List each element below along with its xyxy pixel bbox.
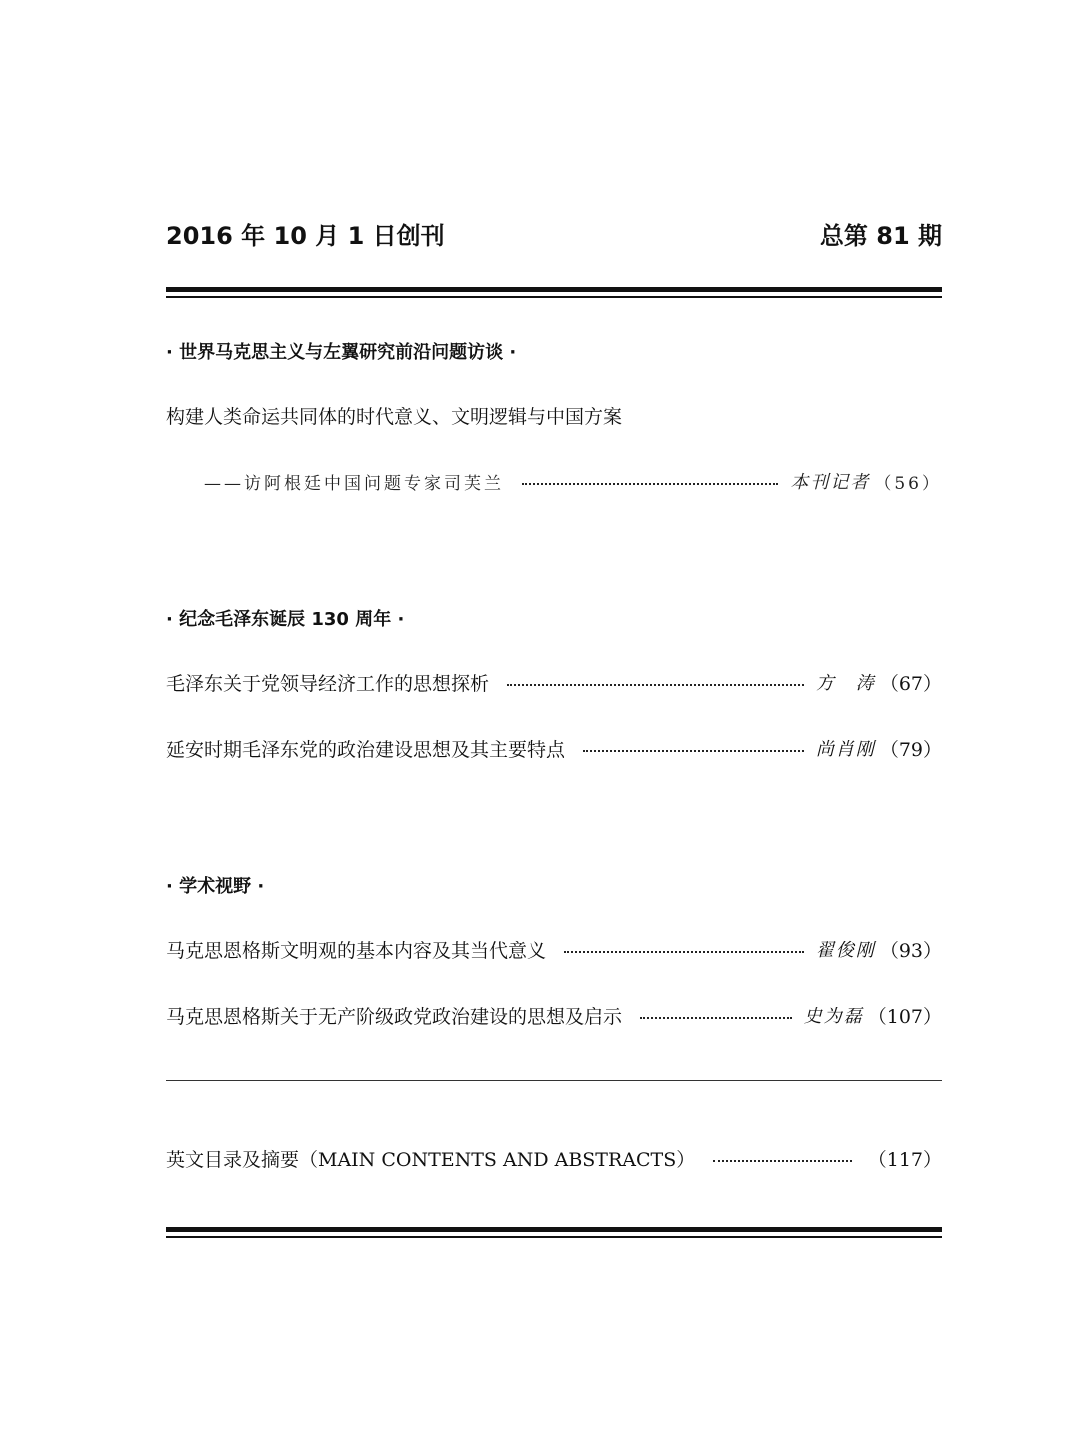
bottom-rule-thick (166, 1227, 942, 1232)
section-heading-mao-anniversary: · 纪念毛泽东诞辰 130 周年 · (166, 609, 405, 630)
bottom-rule-thin (166, 1236, 942, 1238)
toc-entry[interactable] (166, 934, 942, 964)
article-author: 翟俊刚 (815, 940, 876, 961)
article-author: 本刊记者 (790, 472, 871, 493)
toc-entry[interactable] (166, 1000, 942, 1030)
article-title: 毛泽东关于党领导经济工作的思想探析 (166, 672, 490, 695)
toc-entry[interactable] (166, 733, 942, 763)
top-rule-thick (166, 287, 942, 292)
journal-header (166, 216, 942, 256)
article-subtitle: ——访阿根廷中国问题专家司芙兰 (204, 473, 504, 494)
article-title: 延安时期毛泽东党的政治建设思想及其主要特点 (166, 738, 566, 761)
founding-date: 2016 年 10 月 1 日创刊 (166, 222, 445, 250)
dot-leader (522, 483, 778, 485)
article-title: 马克思恩格斯关于无产阶级政党政治建设的思想及启示 (166, 1005, 623, 1028)
section-heading-academic: · 学术视野 · (166, 876, 265, 897)
issue-number: 总第 81 期 (819, 222, 942, 250)
toc-entry-title[interactable] (166, 400, 942, 430)
dot-leader (507, 684, 804, 686)
english-contents-title: 英文目录及摘要（MAIN CONTENTS AND ABSTRACTS） (166, 1148, 696, 1171)
section-heading-interviews: · 世界马克思主义与左翼研究前沿问题访谈 · (166, 342, 517, 363)
dot-leader (564, 951, 804, 953)
article-author: 方 涛 (815, 673, 876, 694)
dot-leader (713, 1160, 852, 1162)
dot-leader (583, 750, 804, 752)
article-page: （67） (879, 672, 942, 695)
dot-leader (640, 1017, 792, 1019)
toc-entry-subtitle[interactable] (166, 466, 942, 496)
article-title: 马克思恩格斯文明观的基本内容及其当代意义 (166, 939, 547, 962)
article-page: （117） (867, 1148, 942, 1171)
section-divider (166, 1080, 942, 1081)
toc-entry-english-contents[interactable] (166, 1143, 942, 1173)
article-author: 史为磊 (803, 1006, 864, 1027)
article-page: （79） (879, 738, 942, 761)
article-page: （107） (867, 1005, 942, 1028)
article-title: 构建人类命运共同体的时代意义、文明逻辑与中国方案 (166, 405, 623, 428)
article-page: （93） (879, 939, 942, 962)
top-rule-thin (166, 296, 942, 298)
table-of-contents-page (166, 0, 942, 1455)
toc-entry[interactable] (166, 667, 942, 697)
article-author: 尚肖刚 (815, 739, 876, 760)
article-page: （56） (874, 473, 942, 494)
